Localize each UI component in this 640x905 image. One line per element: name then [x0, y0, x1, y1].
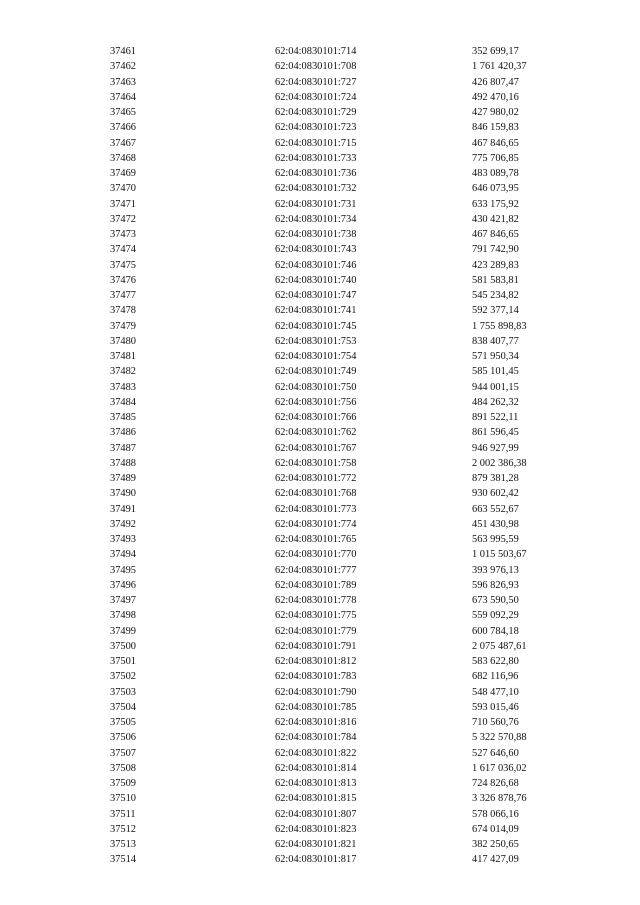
- cadastral-value: 382 250,65: [472, 839, 519, 850]
- row-number: 37505: [110, 717, 136, 728]
- table-row: [110, 486, 592, 501]
- cadastral-number: 62:04:0830101:821: [275, 839, 357, 850]
- cadastral-number: 62:04:0830101:774: [275, 518, 357, 530]
- row-number: 37464: [110, 91, 136, 103]
- row-number: 37496: [110, 579, 136, 591]
- row-number: 37497: [110, 595, 136, 606]
- table-row: [110, 151, 592, 166]
- cadastral-number: 62:04:0830101:817: [275, 854, 357, 866]
- row-number: 37485: [110, 412, 136, 423]
- cadastral-number: 62:04:0830101:765: [275, 534, 357, 545]
- cadastral-number: 62:04:0830101:750: [275, 381, 357, 393]
- table-row: [110, 44, 592, 59]
- cadastral-number: 62:04:0830101:723: [275, 122, 357, 134]
- table-row: [110, 380, 592, 395]
- row-number: 37470: [110, 183, 136, 195]
- cadastral-value: 393 976,13: [472, 564, 519, 576]
- cadastral-value: 2 075 487,61: [472, 640, 527, 652]
- cadastral-number: 62:04:0830101:758: [275, 457, 357, 469]
- row-number: 37487: [110, 442, 136, 454]
- row-number: 37474: [110, 244, 136, 256]
- cadastral-value: 548 477,10: [472, 686, 519, 698]
- cadastral-number: 62:04:0830101:762: [275, 427, 357, 439]
- cadastral-value: 581 583,81: [472, 274, 519, 286]
- table-row: [110, 456, 592, 471]
- cadastral-number: 62:04:0830101:815: [275, 793, 357, 805]
- cadastral-value: 527 646,60: [472, 747, 519, 759]
- row-number: 37479: [110, 320, 136, 332]
- cadastral-value: 724 826,68: [472, 778, 519, 789]
- cadastral-value: 352 699,17: [472, 46, 519, 57]
- row-number: 37477: [110, 290, 136, 301]
- cadastral-value: 578 066,16: [472, 808, 519, 820]
- cadastral-value: 673 590,50: [472, 595, 519, 606]
- table-row: [110, 303, 592, 318]
- cadastral-number: 62:04:0830101:766: [275, 412, 357, 423]
- table-row: [110, 227, 592, 242]
- row-number: 37494: [110, 549, 136, 561]
- cadastral-value: 5 322 570,88: [472, 732, 527, 744]
- row-number: 37499: [110, 625, 136, 637]
- cadastral-value: 484 262,32: [472, 396, 519, 408]
- cadastral-value: 467 846,65: [472, 137, 519, 149]
- row-number: 37483: [110, 381, 136, 393]
- cadastral-value: 596 826,93: [472, 579, 519, 591]
- table-row: [110, 120, 592, 135]
- row-number: 37473: [110, 229, 136, 240]
- table-row: [110, 364, 592, 379]
- row-number: 37498: [110, 610, 136, 622]
- cadastral-value: 2 002 386,38: [472, 457, 527, 469]
- cadastral-number: 62:04:0830101:772: [275, 473, 357, 484]
- cadastral-value: 838 407,77: [472, 335, 519, 347]
- row-number: 37488: [110, 457, 136, 469]
- row-number: 37514: [110, 854, 136, 866]
- table-row: [110, 441, 592, 456]
- cadastral-number: 62:04:0830101:754: [275, 351, 357, 362]
- row-number: 37501: [110, 656, 136, 667]
- row-number: 37504: [110, 701, 136, 713]
- cadastral-number: 62:04:0830101:746: [275, 259, 357, 271]
- cadastral-number: 62:04:0830101:756: [275, 396, 357, 408]
- cadastral-value: 467 846,65: [472, 229, 519, 240]
- cadastral-value: 563 995,59: [472, 534, 519, 545]
- cadastral-value: 417 427,09: [472, 854, 519, 866]
- table-row: [110, 608, 592, 623]
- table-row: [110, 258, 592, 273]
- cadastral-number: 62:04:0830101:779: [275, 625, 357, 637]
- table-row: [110, 593, 592, 608]
- row-number: 37467: [110, 137, 136, 149]
- row-number: 37480: [110, 335, 136, 347]
- table-row: [110, 349, 592, 364]
- row-number: 37466: [110, 122, 136, 134]
- table-body: [110, 44, 592, 868]
- table-row: [110, 395, 592, 410]
- cadastral-value: 1 761 420,37: [472, 61, 527, 73]
- cadastral-number: 62:04:0830101:770: [275, 549, 357, 561]
- cadastral-number: 62:04:0830101:747: [275, 290, 357, 301]
- table-row: [110, 166, 592, 181]
- table-row: [110, 624, 592, 639]
- cadastral-value: 646 073,95: [472, 183, 519, 195]
- table-row: [110, 547, 592, 562]
- row-number: 37506: [110, 732, 136, 744]
- cadastral-number: 62:04:0830101:791: [275, 640, 357, 652]
- cadastral-value: 451 430,98: [472, 518, 519, 530]
- row-number: 37463: [110, 76, 136, 88]
- row-number: 37482: [110, 366, 136, 378]
- cadastral-number: 62:04:0830101:745: [275, 320, 357, 332]
- cadastral-number: 62:04:0830101:790: [275, 686, 357, 698]
- row-number: 37476: [110, 274, 136, 286]
- cadastral-number: 62:04:0830101:740: [275, 274, 357, 286]
- row-number: 37475: [110, 259, 136, 271]
- cadastral-value: 427 980,02: [472, 107, 519, 118]
- row-number: 37462: [110, 61, 136, 73]
- table-row: [110, 471, 592, 486]
- table-row: [110, 685, 592, 700]
- cadastral-number: 62:04:0830101:773: [275, 503, 357, 515]
- table-row: [110, 242, 592, 257]
- cadastral-number: 62:04:0830101:736: [275, 168, 357, 179]
- table-row: [110, 532, 592, 547]
- row-number: 37471: [110, 198, 136, 210]
- cadastral-value: 423 289,83: [472, 259, 519, 271]
- row-number: 37491: [110, 503, 136, 515]
- table-row: [110, 761, 592, 776]
- cadastral-value: 430 421,82: [472, 213, 519, 225]
- cadastral-value: 571 950,34: [472, 351, 519, 362]
- row-number: 37508: [110, 762, 136, 774]
- table-row: [110, 319, 592, 334]
- row-number: 37465: [110, 107, 136, 118]
- cadastral-value: 682 116,96: [472, 671, 519, 683]
- table-row: [110, 105, 592, 120]
- row-number: 37503: [110, 686, 136, 698]
- table-row: [110, 334, 592, 349]
- cadastral-number: 62:04:0830101:738: [275, 229, 357, 240]
- cadastral-number: 62:04:0830101:816: [275, 717, 357, 728]
- table-row: [110, 852, 592, 867]
- cadastral-number: 62:04:0830101:768: [275, 488, 357, 500]
- row-number: 37510: [110, 793, 136, 805]
- table-row: [110, 136, 592, 151]
- cadastral-value: 593 015,46: [472, 701, 519, 713]
- table-row: [110, 700, 592, 715]
- table-row: [110, 791, 592, 806]
- table-row: [110, 273, 592, 288]
- cadastral-value: 663 552,67: [472, 503, 519, 515]
- cadastral-value: 1 755 898,83: [472, 320, 527, 332]
- cadastral-number: 62:04:0830101:733: [275, 152, 357, 164]
- cadastral-value: 545 234,82: [472, 290, 519, 301]
- cadastral-number: 62:04:0830101:812: [275, 656, 357, 667]
- table-row: [110, 502, 592, 517]
- table-row: [110, 715, 592, 730]
- cadastral-value: 861 596,45: [472, 427, 519, 439]
- cadastral-number: 62:04:0830101:789: [275, 579, 357, 591]
- cadastral-value: 891 522,11: [472, 412, 519, 423]
- row-number: 37486: [110, 427, 136, 439]
- cadastral-number: 62:04:0830101:783: [275, 671, 357, 683]
- table-row: [110, 807, 592, 822]
- table-row: [110, 197, 592, 212]
- row-number: 37489: [110, 473, 136, 484]
- cadastral-value: 879 381,28: [472, 473, 519, 484]
- cadastral-value: 559 092,29: [472, 610, 519, 622]
- table-row: [110, 639, 592, 654]
- row-number: 37468: [110, 152, 136, 164]
- row-number: 37513: [110, 839, 136, 850]
- cadastral-value: 930 602,42: [472, 488, 519, 500]
- table-row: [110, 181, 592, 196]
- row-number: 37490: [110, 488, 136, 500]
- cadastral-number: 62:04:0830101:732: [275, 183, 357, 195]
- cadastral-value-table: [110, 44, 592, 868]
- table-row: [110, 563, 592, 578]
- row-number: 37469: [110, 168, 136, 179]
- cadastral-number: 62:04:0830101:715: [275, 137, 357, 149]
- row-number: 37500: [110, 640, 136, 652]
- cadastral-value: 633 175,92: [472, 198, 519, 210]
- cadastral-number: 62:04:0830101:731: [275, 198, 357, 210]
- row-number: 37512: [110, 823, 136, 835]
- row-number: 37461: [110, 46, 136, 57]
- cadastral-number: 62:04:0830101:814: [275, 762, 357, 774]
- cadastral-number: 62:04:0830101:741: [275, 305, 357, 317]
- cadastral-number: 62:04:0830101:807: [275, 808, 357, 820]
- table-row: [110, 776, 592, 791]
- cadastral-value: 775 706,85: [472, 152, 519, 164]
- cadastral-number: 62:04:0830101:749: [275, 366, 357, 378]
- table-row: [110, 746, 592, 761]
- cadastral-value: 592 377,14: [472, 305, 519, 317]
- cadastral-number: 62:04:0830101:729: [275, 107, 357, 118]
- cadastral-value: 1 617 036,02: [472, 762, 527, 774]
- row-number: 37478: [110, 305, 136, 317]
- table-row: [110, 212, 592, 227]
- cadastral-value: 791 742,90: [472, 244, 519, 256]
- cadastral-number: 62:04:0830101:724: [275, 91, 357, 103]
- row-number: 37495: [110, 564, 136, 576]
- cadastral-number: 62:04:0830101:753: [275, 335, 357, 347]
- cadastral-number: 62:04:0830101:822: [275, 747, 357, 759]
- cadastral-value: 600 784,18: [472, 625, 519, 637]
- cadastral-number: 62:04:0830101:743: [275, 244, 357, 256]
- cadastral-value: 3 326 878,76: [472, 793, 527, 805]
- table-row: [110, 837, 592, 852]
- cadastral-value: 585 101,45: [472, 366, 519, 378]
- cadastral-value: 1 015 503,67: [472, 549, 527, 561]
- cadastral-number: 62:04:0830101:777: [275, 564, 357, 576]
- cadastral-number: 62:04:0830101:714: [275, 46, 357, 57]
- cadastral-value: 583 622,80: [472, 656, 519, 667]
- table-row: [110, 517, 592, 532]
- cadastral-number: 62:04:0830101:734: [275, 213, 357, 225]
- cadastral-value: 846 159,83: [472, 122, 519, 134]
- cadastral-number: 62:04:0830101:784: [275, 732, 357, 744]
- table-row: [110, 425, 592, 440]
- row-number: 37493: [110, 534, 136, 545]
- row-number: 37511: [110, 808, 136, 820]
- cadastral-value: 492 470,16: [472, 91, 519, 103]
- table-row: [110, 288, 592, 303]
- cadastral-value: 946 927,99: [472, 442, 519, 454]
- cadastral-number: 62:04:0830101:823: [275, 823, 357, 835]
- cadastral-value: 483 089,78: [472, 168, 519, 179]
- row-number: 37492: [110, 518, 136, 530]
- row-number: 37481: [110, 351, 136, 362]
- row-number: 37484: [110, 396, 136, 408]
- cadastral-value: 710 560,76: [472, 717, 519, 728]
- cadastral-number: 62:04:0830101:767: [275, 442, 357, 454]
- cadastral-number: 62:04:0830101:813: [275, 778, 357, 789]
- cadastral-number: 62:04:0830101:727: [275, 76, 357, 88]
- cadastral-number: 62:04:0830101:785: [275, 701, 357, 713]
- row-number: 37472: [110, 213, 136, 225]
- row-number: 37507: [110, 747, 136, 759]
- table-row: [110, 578, 592, 593]
- row-number: 37502: [110, 671, 136, 683]
- table-row: [110, 75, 592, 90]
- row-number: 37509: [110, 778, 136, 789]
- table-row: [110, 410, 592, 425]
- cadastral-number: 62:04:0830101:778: [275, 595, 357, 606]
- cadastral-value: 944 001,15: [472, 381, 519, 393]
- table-row: [110, 59, 592, 74]
- cadastral-value: 674 014,09: [472, 823, 519, 835]
- cadastral-number: 62:04:0830101:775: [275, 610, 357, 622]
- table-row: [110, 669, 592, 684]
- cadastral-value: 426 807,47: [472, 76, 519, 88]
- cadastral-number: 62:04:0830101:708: [275, 61, 357, 73]
- table-row: [110, 822, 592, 837]
- table-row: [110, 730, 592, 745]
- table-row: [110, 654, 592, 669]
- table-row: [110, 90, 592, 105]
